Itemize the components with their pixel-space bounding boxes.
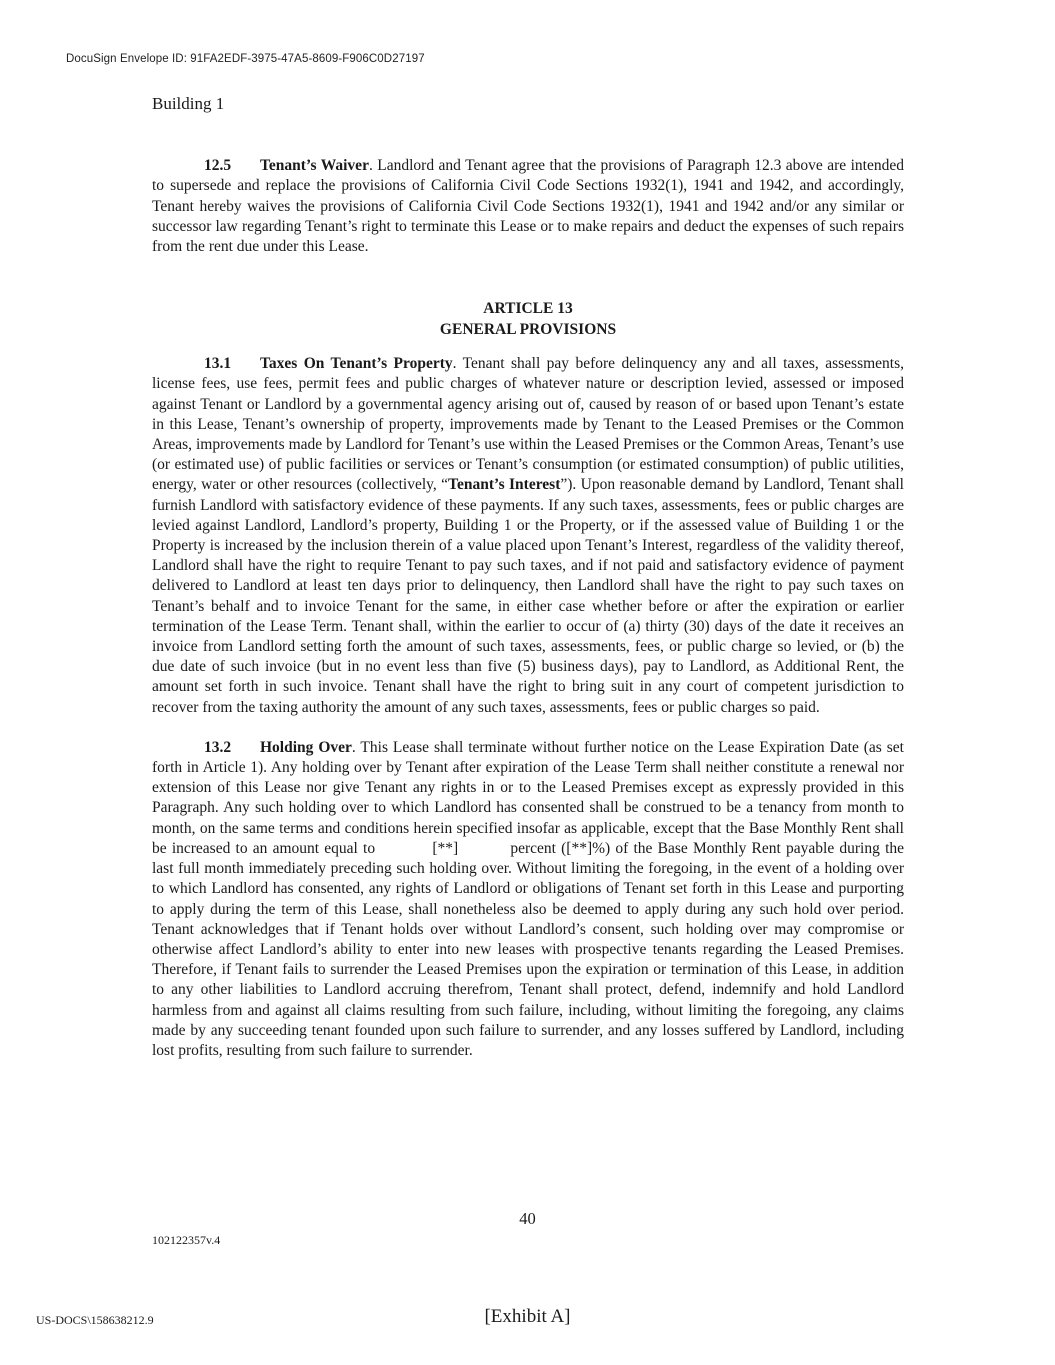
section-number: 13.1 xyxy=(204,355,232,373)
page-number: 40 xyxy=(519,1209,536,1228)
section-13-2 xyxy=(152,738,904,1061)
section-text: . This Lease shall terminate without further notice on the Lease Expiration Date (as set forth in Article 1). Any holding over by Tenant after expiration of the Lease Term shall neither constitute a renewal nor extension of this Lease nor give Tenant any rights in or to the Leased Premises except as expressly provided in this Paragraph. Any such holding over to which Landlord has consented shall be construed to be a tenancy from month to month, on the same terms and conditions herein specified insofar as applicable, except that the Base Monthly Rent shall be increased to an amount equal to xyxy=(152,738,904,857)
section-title: Taxes On Tenant’s Property xyxy=(260,355,453,373)
document-version: 102122357v.4 xyxy=(152,1233,221,1247)
section-text-continued: ”). Upon reasonable demand by Landlord, Tenant shall furnish Landlord with satisfactory evidence of these payments. If any such taxes, assessments, fees or public charges are levied against Landlord, Landlord’s property, Building 1 or the Property, or if the assessed value of Building 1 or the Property is increased by the inclusion therein of a value placed upon Tenant’s Interest, regardless of the validity thereof, Landlord shall have the right to require Tenant to pay such taxes, and if not paid and satisfactory evidence of payment delivered to Landlord at least ten days prior to delinquency, then Landlord shall have the right to pay such taxes on Tenant’s behalf and to invoice Tenant for the same, in either case whether before or after the expiration or earlier termination of the Lease Term. Tenant shall, within the earlier to occur of (a) thirty (30) days of the date it receives an invoice from Landlord setting forth the amount of such taxes, assessments, fees, or public charge so levied, or (b) the due date of such invoice (but in no event less than five (5) business days), pay to Landlord, as Additional Rent, the amount set forth in such invoice. Tenant shall have the right to bring suit in any court of competent jurisdiction to recover from the taxing authority the amount of any such taxes, assessments, fees or public charges so paid. xyxy=(152,476,904,716)
redaction-marker: [**] xyxy=(566,839,593,857)
exhibit-label: [Exhibit A] xyxy=(484,1306,571,1327)
defined-term: Tenant’s Interest xyxy=(448,476,561,494)
article-heading xyxy=(152,298,904,340)
section-12-5 xyxy=(152,156,904,257)
section-text-continued: %) of the Base Monthly Rent payable during the last full month immediately preceding such holding over. Without limiting the foregoing, in the event of a holding over to which Landlord has consented, any rights of Landlord or obligations of Tenant set forth in this Lease and purporting to apply during the term of this Lease, shall nonetheless also be deemed to apply during any such hold over period. Tenant acknowledges that if Tenant holds over without Landlord’s consent, such holding over may compromise or otherwise affect Landlord’s ability to enter into new leases with prospective tenants regarding the Leased Premises. Therefore, if Tenant fails to surrender the Leased Premises upon the expiration or termination of this Lease, in addition to any other liabilities to Landlord accruing therefrom, Tenant shall protect, defend, indemnify and hold Landlord harmless from and against all claims resulting from such failure, including, without limiting the foregoing, any claims made by any succeeding tenant founded upon such failure to surrender, and any losses suffered by Landlord, including lost profits, resulting from such failure to surrender. xyxy=(152,839,904,1059)
docusign-envelope-id: DocuSign Envelope ID: 91FA2EDF-3975-47A5-8609-F906C0D27197 xyxy=(66,53,425,65)
section-title: Holding Over xyxy=(260,738,352,756)
section-text-percent: percent ( xyxy=(510,839,567,857)
section-number: 12.5 xyxy=(204,157,232,175)
docs-identifier: US-DOCS\158638212.9 xyxy=(36,1313,154,1327)
section-text: . Tenant shall pay before delinquency any and all taxes, assessments, license fees, use fees, permit fees and public charges of whatever nature or description levied, assessed or imposed against Tenant or Landlord by a governmental agency arising out of, caused by reason of or based upon Tenant’s estate in this Lease, Tenant’s ownership of property, improvements made by Tenant to the Leased Premises or the Common Areas, improvements made by Landlord for Tenant’s use within the Leased Premises or the Common Areas, Tenant’s use (or estimated use) of public facilities or services or Tenant’s consumption (or estimated consumption) of public utilities, energy, water or other resources (collectively, “ xyxy=(152,355,904,494)
document-body xyxy=(152,94,904,1061)
section-number: 13.2 xyxy=(204,738,232,756)
article-title: GENERAL PROVISIONS xyxy=(439,321,617,339)
section-title: Tenant’s Waiver xyxy=(260,157,369,175)
article-number: ARTICLE 13 xyxy=(483,300,573,318)
section-text: . Landlord and Tenant agree that the provisions of Paragraph 12.3 above are intended to supersede and replace the provisions of California Civil Code Sections 1932(1), 1941 and 1942, and accordingly, Tenant hereby waives the provisions of California Civil Code Sections 1932(1), 1941 and 1942 and/or any similar or successor law regarding Tenant’s right to terminate this Lease or to make repairs and deduct the expenses of such repairs from the rent due under this Lease. xyxy=(152,157,905,256)
redaction-marker: [**] xyxy=(432,839,459,857)
building-header: Building 1 xyxy=(152,94,225,113)
section-13-1 xyxy=(152,354,904,718)
